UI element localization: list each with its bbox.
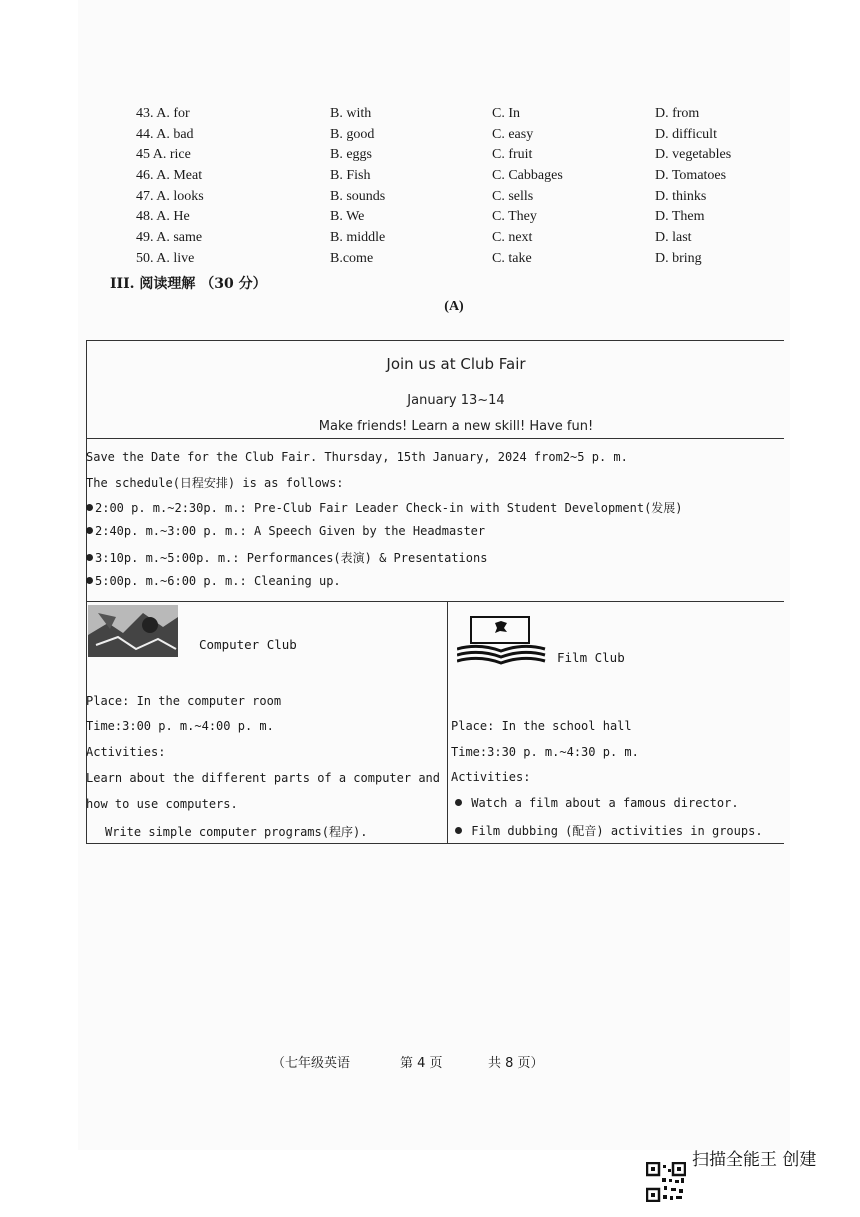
- footer-subject: （七年级英语: [272, 1056, 351, 1071]
- schedule-item-text: 3:10p. m.~5:00p. m.: Performances(表演) & Presentations: [95, 551, 488, 565]
- option-row-49: [108, 230, 748, 251]
- option: D. vegetables: [655, 147, 732, 163]
- header-divider: [86, 438, 784, 439]
- option: D. from: [655, 106, 700, 121]
- option: B.come: [330, 250, 374, 266]
- computer-club-name: Computer Club: [199, 637, 297, 652]
- option: B. good: [330, 126, 375, 142]
- option: B. Fish: [330, 168, 371, 184]
- computer-club-activity: how to use computers.: [86, 797, 238, 811]
- schedule-item: [86, 574, 341, 588]
- option: 47. A. looks: [136, 188, 204, 204]
- option: 48. A. He: [136, 209, 190, 225]
- option: 49. A. same: [136, 230, 203, 246]
- option: 45 A. rice: [136, 147, 191, 163]
- option: C. take: [492, 250, 532, 266]
- option-row-44: [108, 127, 748, 148]
- schedule-item: [86, 549, 487, 566]
- qr-code-icon: [646, 1162, 686, 1202]
- option: C. Cabbages: [492, 168, 563, 184]
- schedule-divider: [86, 601, 784, 602]
- option: C. next: [492, 230, 533, 246]
- option: B. eggs: [330, 147, 372, 163]
- computer-club-image: [88, 605, 178, 657]
- option: 46. A. Meat: [136, 168, 203, 184]
- scanner-watermark: 扫描全能王 创建: [692, 1150, 817, 1170]
- option: B. middle: [330, 230, 386, 246]
- option: 43. A. for: [136, 106, 190, 121]
- schedule-intro: Save the Date for the Club Fair. Thursday, 15th January, 2024 from2~5 p. m.: [86, 450, 628, 464]
- computer-club-place: Place: In the computer room: [86, 694, 282, 708]
- poster-slogan: Make friends! Learn a new skill! Have fun!: [318, 419, 594, 434]
- cloze-options: [108, 106, 748, 272]
- option: 50. A. live: [136, 250, 195, 266]
- bullet-icon: [86, 577, 93, 584]
- schedule-item: [86, 499, 683, 516]
- option: D. Them: [655, 209, 705, 225]
- option: C. In: [492, 106, 520, 121]
- footer-total: 共 8 页）: [488, 1056, 544, 1071]
- bullet-icon: [86, 527, 93, 534]
- option: C. They: [492, 209, 537, 225]
- bullet-icon: [86, 554, 93, 561]
- poster-title: Join us at Club Fair: [386, 355, 526, 373]
- option-row-46: [108, 168, 748, 189]
- schedule-item: [86, 524, 485, 538]
- bullet-icon: [86, 504, 93, 511]
- schedule-item-text: 5:00p. m.~6:00 p. m.: Cleaning up.: [95, 574, 341, 588]
- passage-label: (A): [444, 299, 464, 314]
- film-club-name: Film Club: [557, 650, 625, 665]
- poster-left-border: [86, 340, 87, 843]
- option-row-47: [108, 189, 748, 210]
- bullet-icon: [455, 799, 462, 806]
- film-club-activities-label: Activities:: [451, 770, 531, 784]
- film-club-time: Time:3:30 p. m.~4:30 p. m.: [451, 745, 639, 759]
- computer-club-activities-label: Activities:: [86, 745, 166, 759]
- clubs-column-divider: [447, 601, 448, 843]
- option-row-48: [108, 209, 748, 230]
- film-club-activity: [455, 822, 763, 839]
- film-club-place: Place: In the school hall: [451, 719, 632, 733]
- footer-page: 第 4 页: [400, 1056, 443, 1071]
- option: D. difficult: [655, 126, 717, 142]
- poster-dates: January 13~14: [407, 393, 505, 408]
- poster-top-border: [86, 340, 784, 341]
- option-row-50: [108, 251, 748, 272]
- schedule-item-text: 2:40p. m.~3:00 p. m.: A Speech Given by the Headmaster: [95, 524, 486, 538]
- schedule-lead: The schedule(日程安排) is as follows:: [86, 476, 344, 490]
- option: D. Tomatoes: [655, 168, 727, 184]
- option: B. with: [330, 106, 372, 121]
- film-club-activity: [455, 796, 739, 810]
- option: B. sounds: [330, 188, 386, 204]
- section-title: III. 阅读理解 （30 分）: [110, 276, 267, 292]
- option: C. easy: [492, 126, 534, 142]
- computer-club-time: Time:3:00 p. m.~4:00 p. m.: [86, 719, 274, 733]
- poster-bottom-border: [86, 843, 784, 844]
- option: C. sells: [492, 188, 534, 204]
- option: D. bring: [655, 250, 702, 266]
- film-club-icon: [457, 615, 547, 667]
- schedule-item-text: 2:00 p. m.~2:30p. m.: Pre-Club Fair Leader Check-in with Student Development(发展): [95, 501, 683, 515]
- option-row-43: [108, 106, 748, 127]
- computer-club-activity: Write simple computer programs(程序).: [105, 825, 368, 839]
- film-club-activity-text: Watch a film about a famous director.: [471, 796, 739, 810]
- computer-club-activity: Learn about the different parts of a computer and: [86, 771, 441, 785]
- option: 44. A. bad: [136, 126, 194, 142]
- option-row-45: [108, 147, 748, 168]
- option: D. thinks: [655, 188, 707, 204]
- option: C. fruit: [492, 147, 533, 163]
- bullet-icon: [455, 827, 462, 834]
- option: B. We: [330, 209, 365, 225]
- option: D. last: [655, 230, 692, 246]
- film-club-activity-text: Film dubbing (配音) activities in groups.: [471, 824, 763, 838]
